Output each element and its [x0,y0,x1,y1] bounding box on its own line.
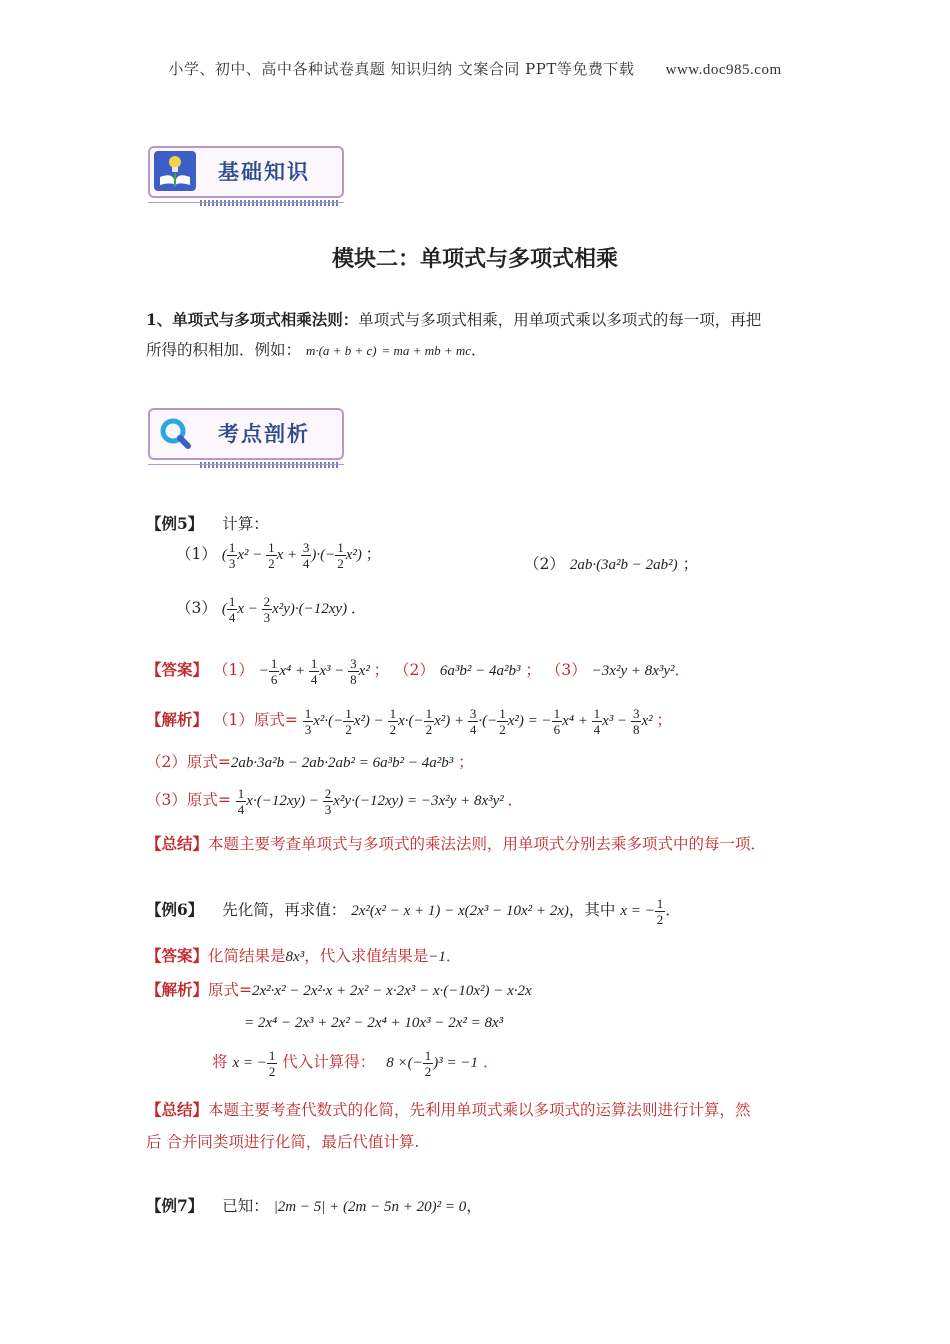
ex5-s1-end: ； [656,711,672,729]
rule-example-rhs: = ma + mb + mc [381,343,472,358]
header-site-link[interactable]: www.doc985.com [665,62,782,78]
ex6-cond: ，其中 [568,901,616,919]
ex6-cond-end: ． [665,901,681,919]
rule-example-lhs: m·(a + b + c) [305,343,377,358]
ex5-p3-expr: ( $\frac{1}{4}$ x − $\frac{2}{3}$ x²y)·(−12xy) [221,594,351,626]
ex6-answer-c: ，代入求值结果是 [304,947,429,965]
ex5-answer [146,656,690,687]
ex5-answer-tag: 【答案】 [146,660,209,679]
magnifier-icon [154,413,196,453]
ex6-summary-tag: 【总结】 [146,1100,209,1119]
ex5-s1-label: （1）原式= [212,711,298,729]
basics-label: 基础知识 [218,160,310,184]
ex5-tag: 【例5】 [146,514,204,533]
ex5-p1-label: （1） [176,545,217,563]
lightbulb-book-icon [154,151,196,191]
ex5-solution3 [146,786,523,817]
ex6-summary [146,1096,816,1124]
ex5-a2-label: （2） [394,661,435,679]
ex7-tag: 【例7】 [146,1196,204,1215]
ex7-heading [146,1192,482,1221]
module-title: 模块二：单项式与多项式相乘 [331,246,618,272]
ex6-answer-b: 8x³ [285,949,305,965]
ex6-heading [146,896,681,927]
ex6-s-line1: 2x²·x² − 2x²·x + 2x² − x·2x³ − x·(−10x²) − x·2x [252,983,532,999]
analysis-banner [148,408,344,470]
ex5-s3-label: （3）原式= [146,791,231,809]
ex6-summary-line2 [146,1128,419,1156]
ex5-a1-sep: ； [373,661,390,679]
ex6-sub-b: 代入计算得： [282,1053,376,1071]
ex5-s2-end: ； [458,753,474,771]
ex6-solution-line2 [244,1008,503,1037]
ex7-end: ， [466,1197,482,1215]
ex6-summary-1: 本题主要考查代数式的化简，先利用单项式乘以多项式的运算法则进行计算，然 [208,1101,751,1119]
ex5-p1-tail: ； [365,545,382,563]
ex5-solution-tag: 【解析】 [146,710,209,729]
ex5-a2-expr: 6a³b² − 4a²b³ [439,663,521,679]
ex5-a3-label: （3） [545,661,587,679]
ex6-cond-x: x = − $\frac{1}{2}$ [620,896,664,928]
rule-paragraph-2 [146,336,487,365]
rule-text-2: 所得的积相加．例如： [146,341,302,359]
ex6-substitution [212,1048,498,1079]
ex5-s2-expr: 2ab·3a²b − 2ab·2ab² = 6a³b² − 4a²b³ [230,755,454,771]
ex5-solution2 [146,748,474,777]
ex6-sub-x: x = − $\frac{1}{2}$ [232,1048,276,1080]
ex6-s-line2: = 2x⁴ − 2x³ + 2x² − 2x⁴ + 10x³ − 2x² = 8x³ [244,1015,504,1031]
ex6-answer-e: ． [445,947,462,965]
rule-end: ． [471,341,487,359]
ex6-prompt: 先化简，再求值： [222,901,347,919]
ex6-answer-a: 化简结果是 [208,947,286,965]
ex5-a3-expr: −3x²y + 8x³y² [591,663,675,679]
ex5-s1-expr: $\frac{1}{3}$ x²·(− $\frac{1}{2}$ x²) − $\frac{1}{2}$ x·(− $\frac{1}{2}$ x²) + $\frac{3}{4}$ ·(− $\frac{1}{2}$ x²) = − $\frac{1}{6}$ x⁴ + $\frac{1}{4}$ x³ − $\frac{3}{8}$ x² [304,706,657,738]
ex6-answer [146,942,461,971]
basics-banner [148,146,344,208]
ex6-answer-d: −1 [428,949,446,965]
ex5-part2 [524,550,698,579]
ex5-heading [146,510,269,538]
ex5-s3-end: ． [507,791,524,809]
page-header [0,58,950,79]
ex5-p2-tail: ； [682,555,699,573]
rule-paragraph [146,306,816,334]
ex7-expr: |2m − 5| + (2m − 5n + 20)² = 0 [273,1199,467,1215]
ex6-sub-end: ． [482,1053,499,1071]
ex6-sub-a: 将 [212,1053,228,1071]
ex5-p2-label: （2） [524,555,565,573]
ex6-s-label: 原式= [208,981,253,999]
ex6-solution [146,976,532,1005]
ex5-p3-tail: ． [350,599,367,617]
header-tagline: 小学、初中、高中各种试卷真题 知识归纳 文案合同 PPT等免费下载 [168,60,635,78]
ex6-tag: 【例6】 [146,900,204,919]
ex6-answer-tag: 【答案】 [146,946,209,965]
rule-heading: 1、单项式与多项式相乘法则： [146,310,359,329]
ex5-a1-label: （1） [212,661,254,679]
ex5-s3-expr: $\frac{1}{4}$ x·(−12xy) − $\frac{2}{3}$ x²y·(−12xy) = −3x²y + 8x³y² [237,786,504,818]
ex6-summary-2: 后 合并同类项进行化简，最后代值计算. [146,1133,420,1151]
ex5-p2-expr: 2ab·(3a²b − 2ab²) [569,557,678,573]
ex6-expr: 2x²(x² − x + 1) − x(2x³ − 10x² + 2x) [351,903,569,919]
ex7-prompt: 已知： [222,1197,269,1215]
ex5-s2-label: （2）原式= [146,753,231,771]
ex5-a1-expr: − $\frac{1}{6}$ x⁴ + $\frac{1}{4}$ x³ − $\frac{3}{8}$ x² [258,656,374,688]
ex5-prompt: 计算： [222,515,269,533]
ex6-solution-tag: 【解析】 [146,980,209,999]
ex6-sub-calc: 8 ×(− $\frac{1}{2}$ )³ = −1 [386,1048,478,1080]
ex5-p3-label: （3） [176,599,217,617]
ex5-p1-expr: ( $\frac{1}{3}$ x² − $\frac{1}{2}$ x + $\frac{3}{4}$ )·(− $\frac{1}{2}$ x²) [221,540,366,572]
analysis-label: 考点剖析 [218,422,310,446]
rule-text: 单项式与多项式相乘，用单项式乘以多项式的每一项，再把 [358,311,762,329]
ex5-part1 [176,540,381,571]
ex5-solution1 [146,706,672,737]
ex5-summary-tag: 【总结】 [146,834,209,853]
ex5-summary [146,830,826,858]
ex5-part3 [176,594,366,625]
ex5-summary-text: 本题主要考查单项式与多项式的乘法法则，用单项式分别去乘多项式中的每一项． [208,835,767,853]
ex5-a3-end: ． [674,661,691,679]
ex5-a2-sep: ； [525,661,541,679]
